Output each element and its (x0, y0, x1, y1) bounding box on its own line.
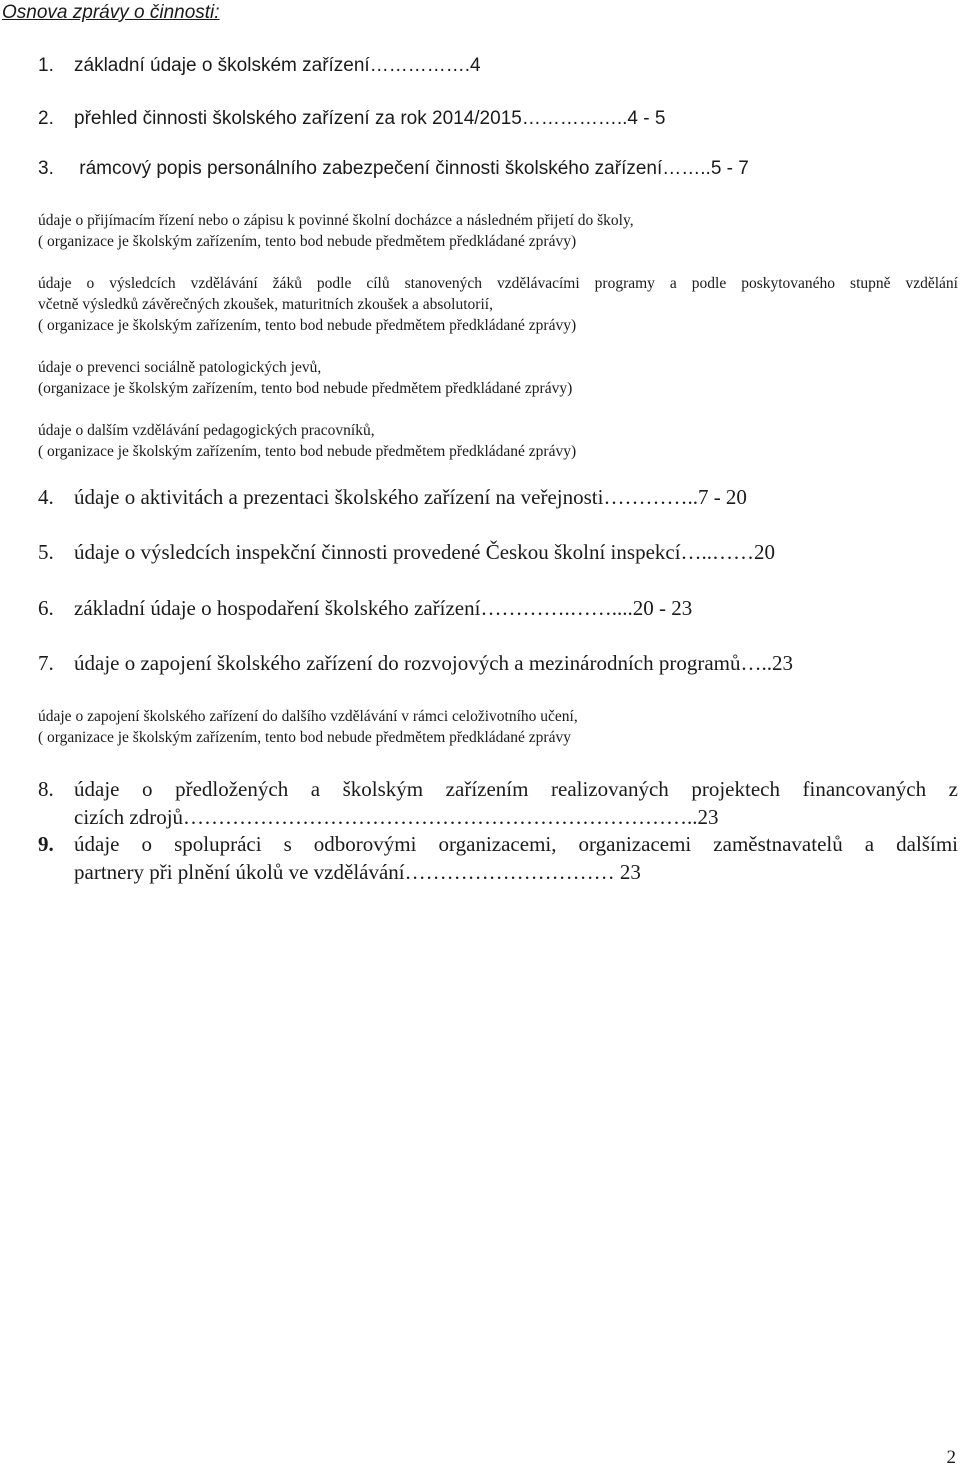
toc-item-number: 2. (38, 108, 54, 129)
toc-item-text: základní údaje o hospodaření školského zařízení………….……....20 - 23 (74, 596, 693, 620)
paragraph-line: údaje o přijímacím řízení nebo o zápisu k povinné školní docházce a následném přijetí do školy, (38, 212, 634, 229)
toc-item-text: údaje o předložených a školským zařízením realizovaných projektech financovaných z (74, 777, 958, 801)
paragraph-prevention (38, 357, 958, 399)
toc-item-text-continued: partnery při plnění úkolů ve vzdělávání………………………… 23 (74, 860, 641, 884)
toc-item-number: 4. (38, 485, 54, 509)
toc-item-number: 7. (38, 651, 54, 675)
toc-item-text: přehled činnosti školského zařízení za rok 2014/2015……………..4 - 5 (74, 108, 666, 129)
toc-item-7 (38, 649, 958, 677)
paragraph-note: ( organizace je školským zařízením, tento bod nebude předmětem předkládané zprávy) (38, 317, 577, 334)
toc-item-1 (38, 55, 481, 77)
toc-item-number: 1. (38, 55, 54, 76)
toc-item-2 (38, 108, 665, 130)
paragraph-line: údaje o prevenci sociálně patologických jevů, (38, 359, 322, 376)
paragraph-teacher-training (38, 420, 958, 462)
paragraph-line: údaje o dalším vzdělávání pedagogických pracovníků, (38, 422, 375, 439)
paragraph-line: údaje o výsledcích vzdělávání žáků podle cílů stanovených vzdělávacími programy a podle poskytovaného stupně vzdělání (38, 275, 958, 292)
paragraph-note: ( organizace je školským zařízením, tento bod nebude předmětem předkládané zprávy) (38, 443, 577, 460)
toc-item-number: 6. (38, 596, 54, 620)
toc-item-text: údaje o aktivitách a prezentaci školského zařízení na veřejnosti…………..7 - 20 (74, 485, 747, 509)
toc-item-text: údaje o zapojení školského zařízení do rozvojových a mezinárodních programů…..23 (74, 651, 794, 675)
toc-item-text: údaje o spolupráci s odborovými organizacemi, organizacemi zaměstnavatelů a dalšími (74, 832, 958, 856)
paragraph-line: údaje o zapojení školského zařízení do dalšího vzdělávání v rámci celoživotního učení, (38, 708, 578, 725)
toc-item-number: 5. (38, 540, 54, 564)
toc-item-number: 3. (38, 158, 54, 179)
toc-item-9 (38, 830, 958, 886)
toc-item-text-continued: cizích zdrojů………………………………………………………………..23 (74, 805, 719, 829)
paragraph-lifelong-learning (38, 706, 958, 748)
toc-item-4 (38, 483, 958, 511)
toc-item-8 (38, 775, 958, 831)
toc-item-number: 9. (38, 832, 54, 856)
toc-item-6 (38, 594, 958, 622)
paragraph-note: ( organizace je školským zařízením, tento bod nebude předmětem předkládané zprávy (38, 729, 571, 746)
paragraph-note: ( organizace je školským zařízením, tento bod nebude předmětem předkládané zprávy) (38, 233, 577, 250)
paragraph-education-results (38, 273, 958, 336)
toc-item-text: rámcový popis personálního zabezpečení činnosti školského zařízení……..5 - 7 (74, 158, 749, 179)
toc-item-text: základní údaje o školském zařízení…………….4 (74, 55, 481, 76)
paragraph-line: včetně výsledků závěrečných zkoušek, maturitních zkoušek a absolutorií, (38, 296, 493, 313)
page-number: 2 (946, 1447, 956, 1468)
paragraph-admission (38, 210, 958, 252)
toc-item-3 (38, 158, 749, 180)
toc-item-text: údaje o výsledcích inspekční činnosti provedené Českou školní inspekcí…..……20 (74, 540, 776, 564)
paragraph-note: (organizace je školským zařízením, tento bod nebude předmětem předkládané zprávy) (38, 380, 573, 397)
toc-item-5 (38, 538, 958, 566)
toc-item-number: 8. (38, 777, 54, 801)
page-title: Osnova zprávy o činnosti: (2, 2, 220, 23)
